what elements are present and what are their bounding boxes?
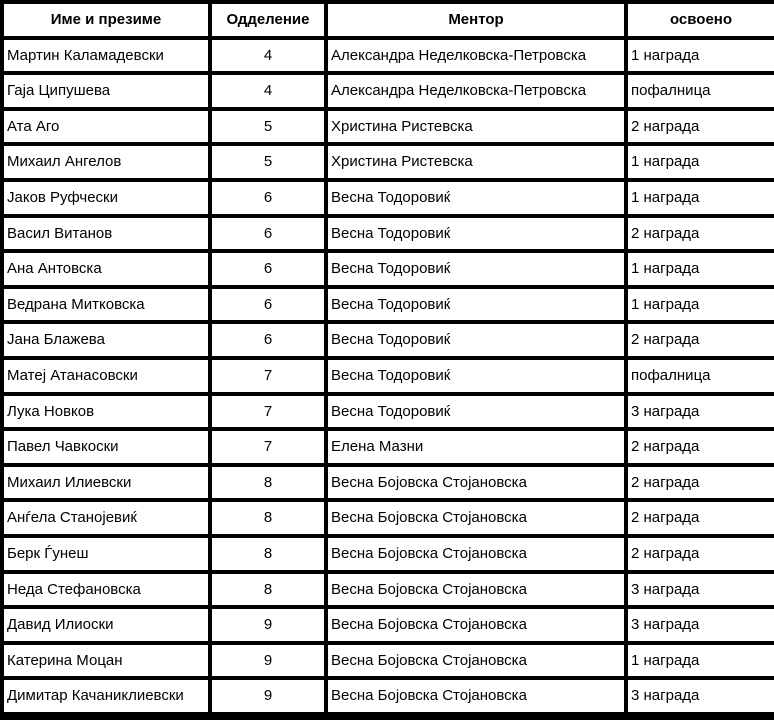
cell-mentor: Весна Бојовска Стојановска (328, 609, 624, 641)
cell-grade: 7 (212, 431, 324, 463)
cell-name: Катерина Моцан (4, 645, 208, 677)
table-row (4, 609, 774, 641)
cell-grade: 8 (212, 502, 324, 534)
table-row (4, 645, 774, 677)
cell-name: Давид Илиоски (4, 609, 208, 641)
cell-mentor: Александра Неделковска-Петровска (328, 75, 624, 107)
cell-name: Димитар Качаниклиевски (4, 680, 208, 712)
cell-grade: 4 (212, 40, 324, 72)
cell-grade: 4 (212, 75, 324, 107)
cell-grade: 5 (212, 111, 324, 143)
cell-award: 2 награда (628, 324, 774, 356)
cell-award: 1 награда (628, 253, 774, 285)
header-row (4, 4, 774, 36)
table-row (4, 680, 774, 712)
table-row (4, 146, 774, 178)
table-row (4, 502, 774, 534)
cell-name: Михаил Ангелов (4, 146, 208, 178)
table-row (4, 431, 774, 463)
cell-mentor: Христина Ристевска (328, 146, 624, 178)
cell-name: Павел Чавкоски (4, 431, 208, 463)
table-row (4, 467, 774, 499)
cell-award: 2 награда (628, 502, 774, 534)
cell-mentor: Весна Тодоровиќ (328, 218, 624, 250)
cell-name: Ана Антовска (4, 253, 208, 285)
cell-award: 3 награда (628, 574, 774, 606)
cell-award: 2 награда (628, 111, 774, 143)
column-header-award: освоено (628, 4, 774, 36)
column-header-mentor: Ментор (328, 4, 624, 36)
column-header-name: Име и презиме (4, 4, 208, 36)
table-row (4, 538, 774, 570)
cell-mentor: Весна Тодоровиќ (328, 360, 624, 392)
cell-mentor: Весна Бојовска Стојановска (328, 574, 624, 606)
cell-mentor: Христина Ристевска (328, 111, 624, 143)
cell-mentor: Весна Бојовска Стојановска (328, 502, 624, 534)
table-row (4, 111, 774, 143)
cell-mentor: Весна Бојовска Стојановска (328, 467, 624, 499)
cell-name: Михаил Илиевски (4, 467, 208, 499)
table-row (4, 396, 774, 428)
cell-award: пофалница (628, 75, 774, 107)
cell-award: 1 награда (628, 645, 774, 677)
cell-grade: 8 (212, 574, 324, 606)
cell-name: Јаков Руфчески (4, 182, 208, 214)
cell-name: Гаја Ципушева (4, 75, 208, 107)
cell-mentor: Елена Мазни (328, 431, 624, 463)
cell-award: 2 награда (628, 467, 774, 499)
cell-mentor: Весна Тодоровиќ (328, 324, 624, 356)
cell-name: Васил Витанов (4, 218, 208, 250)
cell-name: Ведрана Митковска (4, 289, 208, 321)
cell-name: Берк Ѓунеш (4, 538, 208, 570)
cell-award: 3 награда (628, 680, 774, 712)
cell-grade: 7 (212, 396, 324, 428)
cell-mentor: Весна Тодоровиќ (328, 396, 624, 428)
cell-name: Јана Блажева (4, 324, 208, 356)
cell-grade: 9 (212, 609, 324, 641)
cell-award: 3 награда (628, 609, 774, 641)
cell-grade: 6 (212, 218, 324, 250)
table-row (4, 218, 774, 250)
cell-name: Лука Новков (4, 396, 208, 428)
cell-award: 1 награда (628, 289, 774, 321)
table-row (4, 182, 774, 214)
cell-name: Мартин Каламадевски (4, 40, 208, 72)
cell-name: Анѓела Станојевиќ (4, 502, 208, 534)
table-row (4, 75, 774, 107)
table-row (4, 253, 774, 285)
cell-award: пофалница (628, 360, 774, 392)
cell-mentor: Весна Бојовска Стојановска (328, 680, 624, 712)
cell-name: Ата Аго (4, 111, 208, 143)
cell-award: 3 награда (628, 396, 774, 428)
table-row (4, 289, 774, 321)
cell-grade: 8 (212, 467, 324, 499)
cell-award: 1 награда (628, 146, 774, 178)
cell-grade: 9 (212, 645, 324, 677)
cell-mentor: Весна Тодоровиќ (328, 289, 624, 321)
table-row (4, 324, 774, 356)
cell-name: Матеј Атанасовски (4, 360, 208, 392)
cell-grade: 8 (212, 538, 324, 570)
table-row (4, 360, 774, 392)
cell-grade: 5 (212, 146, 324, 178)
cell-grade: 6 (212, 182, 324, 214)
cell-award: 2 награда (628, 218, 774, 250)
table-body (4, 40, 774, 712)
cell-mentor: Весна Тодоровиќ (328, 253, 624, 285)
cell-grade: 7 (212, 360, 324, 392)
cell-mentor: Весна Тодоровиќ (328, 182, 624, 214)
cell-grade: 6 (212, 289, 324, 321)
cell-award: 1 награда (628, 40, 774, 72)
table-row (4, 40, 774, 72)
cell-award: 1 награда (628, 182, 774, 214)
cell-grade: 6 (212, 324, 324, 356)
cell-mentor: Весна Бојовска Стојановска (328, 538, 624, 570)
cell-award: 2 награда (628, 538, 774, 570)
cell-mentor: Александра Неделковска-Петровска (328, 40, 624, 72)
cell-award: 2 награда (628, 431, 774, 463)
table-row (4, 574, 774, 606)
column-header-grade: Одделение (212, 4, 324, 36)
cell-grade: 9 (212, 680, 324, 712)
cell-mentor: Весна Бојовска Стојановска (328, 645, 624, 677)
cell-name: Неда Стефановска (4, 574, 208, 606)
cell-grade: 6 (212, 253, 324, 285)
